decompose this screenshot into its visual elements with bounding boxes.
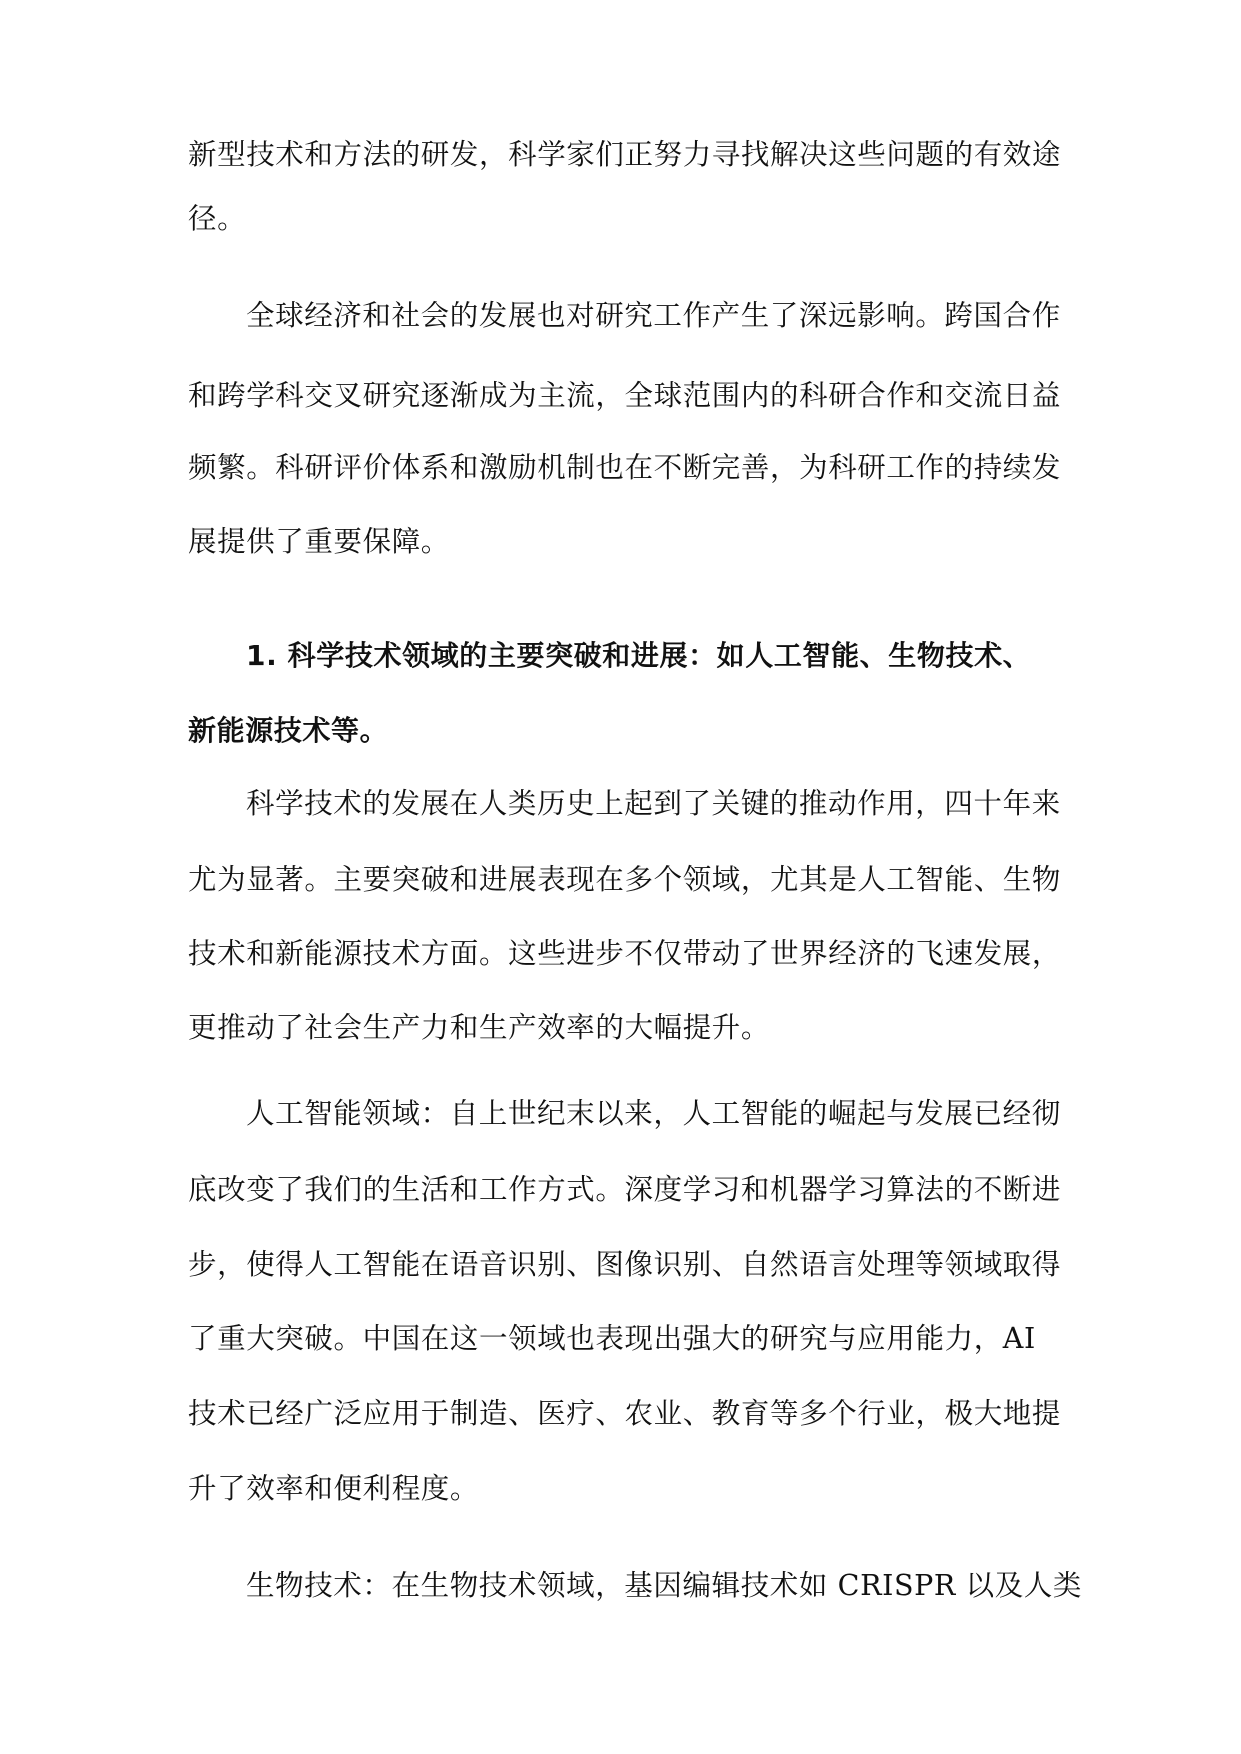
section-heading-line-1: 1. 科学技术领域的主要突破和进展：如人工智能、生物技术、 bbox=[246, 639, 1032, 672]
para4-line-1: 人工智能领域：自上世纪末以来，人工智能的崛起与发展已经彻 bbox=[246, 1097, 1061, 1130]
para3-line-1: 科学技术的发展在人类历史上起到了关键的推动作用，四十年来 bbox=[246, 787, 1061, 820]
para4-line-3: 步，使得人工智能在语音识别、图像识别、自然语言处理等领域取得 bbox=[188, 1248, 1062, 1281]
para5-line-1: 生物技术：在生物技术领域，基因编辑技术如 CRISPR 以及人类 bbox=[246, 1569, 1083, 1602]
para3-line-4: 更推动了社会生产力和生产效率的大幅提升。 bbox=[188, 1011, 771, 1044]
para4-line-2: 底改变了我们的生活和工作方式。深度学习和机器学习算法的不断进 bbox=[188, 1173, 1062, 1206]
para2-line-1: 全球经济和社会的发展也对研究工作产生了深远影响。跨国合作 bbox=[246, 299, 1061, 332]
para1-line-2: 径。 bbox=[188, 202, 247, 235]
para3-line-2: 尤为显著。主要突破和进展表现在多个领域，尤其是人工智能、生物 bbox=[188, 863, 1062, 896]
para3-line-3: 技术和新能源技术方面。这些进步不仅带动了世界经济的飞速发展， bbox=[188, 937, 1062, 970]
para1-line-1: 新型技术和方法的研发，科学家们正努力寻找解决这些问题的有效途 bbox=[188, 138, 1062, 171]
para2-line-4: 展提供了重要保障。 bbox=[188, 525, 450, 558]
para4-line-6: 升了效率和便利程度。 bbox=[188, 1472, 480, 1505]
section-heading-line-2: 新能源技术等。 bbox=[188, 714, 389, 747]
para4-line-4: 了重大突破。中国在这一领域也表现出强大的研究与应用能力，AI bbox=[188, 1322, 1036, 1355]
para4-line-5: 技术已经广泛应用于制造、医疗、农业、教育等多个行业，极大地提 bbox=[188, 1397, 1062, 1430]
para2-line-2: 和跨学科交叉研究逐渐成为主流，全球范围内的科研合作和交流日益 bbox=[188, 379, 1062, 412]
para2-line-3: 频繁。科研评价体系和激励机制也在不断完善，为科研工作的持续发 bbox=[188, 451, 1062, 484]
